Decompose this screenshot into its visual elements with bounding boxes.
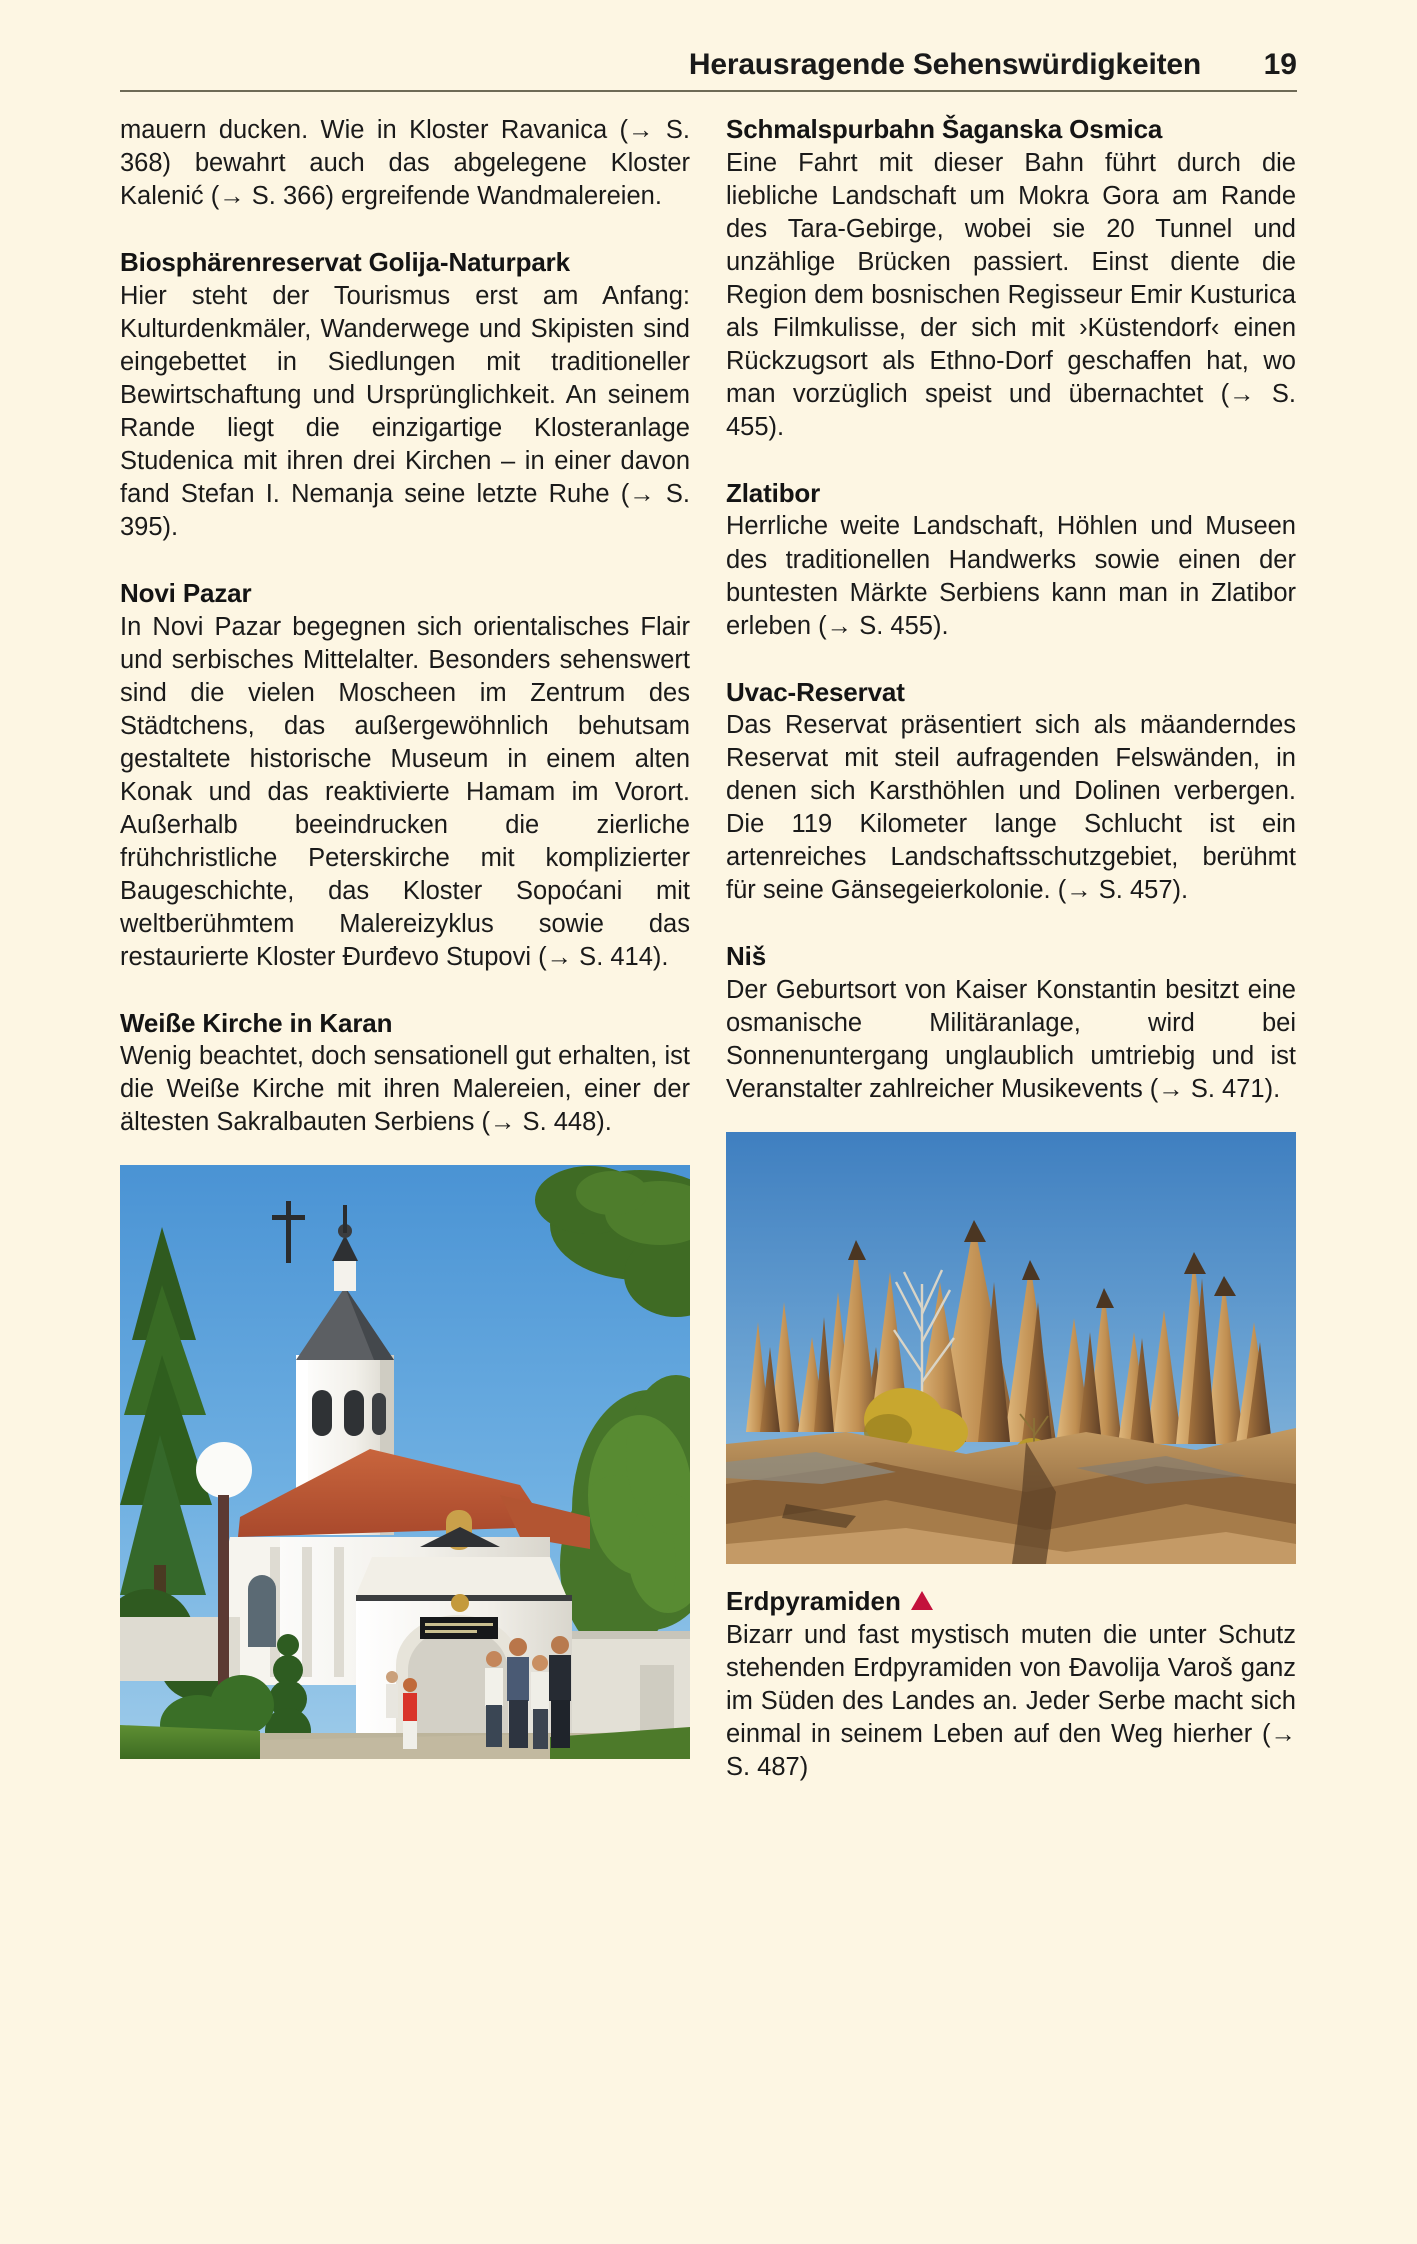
triangle-up-icon bbox=[911, 1591, 933, 1610]
caption-title-text: Erdpyramiden bbox=[726, 1586, 901, 1617]
section-text-schmalspurbahn: Eine Fahrt mit dieser Bahn führt durch die liebliche Landschaft um Mokra Gora am Rande des Tara-Gebirge, wobei sie 20 Tunnel und unzählige Brücken passiert. Einst diente die Region dem bosnischen Regisseur Emir Kusturica als Filmkulisse, der sich mit ›Küstendorf‹ einen Rückzugsort als Ethno-Dorf geschaffen hat, wo man vorzüglich speist und übernachtet (→ S. 455). bbox=[726, 148, 1296, 441]
section-schmalspurbahn bbox=[726, 114, 1296, 444]
section-text-novi-pazar: In Novi Pazar begegnen sich orientalisches Flair und serbisches Mittelalter. Besonders sehenswert sind die vielen Moscheen im Zentrum des Städtchens, das außergewöhnlich behutsam gestaltete historische Museum in einem alten Konak und das reaktivierte Hamam im Vorort. Außerhalb beeindrucken die zierliche frühchristliche Peterskirche mit komplizierter Baugeschichte, das Kloster Sopoćani mit weltberühmtem Malereizyklus sowie das restaurierte Kloster Đurđevo Stupovi (→ S. 414). bbox=[120, 612, 690, 971]
section-text-golija: Hier steht der Tourismus erst am Anfang: Kulturdenkmäler, Wanderwege und Skipisten sind eingebettet in Siedlungen mit traditioneller Bewirtschaftung und Ursprünglichkeit. An seinem Rande liegt die einzigartige Klosteranlage Studenica mit ihren drei Kirchen – in einer davon fand Stefan I. Nemanja seine letzte Ruhe (→ S. 395). bbox=[120, 281, 690, 541]
section-text-weisse-kirche: Wenig beachtet, doch sensationell gut erhalten, ist die Weiße Kirche mit ihren Malereien, einer der ältesten Sakralbauten Serbiens (→ S. 448). bbox=[120, 1042, 690, 1137]
section-title-zlatibor: Zlatibor bbox=[726, 477, 821, 508]
page-title: Herausragende Sehenswürdigkeiten bbox=[688, 48, 1201, 81]
left-column bbox=[120, 114, 690, 1784]
section-title-nis: Niš bbox=[726, 941, 767, 972]
section-text-uvac: Das Reservat präsentiert sich als mäanderndes Reservat mit steil aufragenden Felswänden, in denen sich Karsthöhlen und Dolinen verbergen. Die 119 Kilometer lange Schlucht ist ein artenreiches Landschaftsschutzgebiet, berühmt für seine Gänsegeierkolonie. (→ S. 457). bbox=[726, 711, 1296, 905]
section-text-nis: Der Geburtsort von Kaiser Konstantin besitzt eine osmanische Militäranlage, wird bei Sonnenuntergang unglaublich umtriebig und ist Veranstalter zahlreicher Musikevents (→ S. 471). bbox=[726, 975, 1296, 1104]
photo-caption-text: Bizarr und fast mystisch muten die unter Schutz stehenden Erdpyramiden von Đavolija Varoš ganz im Süden des Landes an. Jeder Serbe macht sich einmal in seinem Leben auf den Weg hierher (→ S. 487) bbox=[726, 1620, 1296, 1781]
header-rule bbox=[120, 90, 1297, 92]
section-uvac bbox=[726, 677, 1296, 908]
white-church-karan-photo bbox=[120, 1165, 690, 1759]
section-title-golija: Biosphärenreservat Golija-Naturpark bbox=[120, 247, 570, 278]
page-number: 19 bbox=[1263, 48, 1297, 81]
section-novi-pazar bbox=[120, 578, 690, 974]
section-golija bbox=[120, 247, 690, 544]
section-title-uvac: Uvac-Reservat bbox=[726, 676, 905, 707]
section-title-weisse-kirche: Weiße Kirche in Karan bbox=[120, 1007, 393, 1038]
right-column bbox=[726, 114, 1296, 1784]
section-text-zlatibor: Herrliche weite Landschaft, Höhlen und Museen des traditionellen Handwerks sowie einen der buntesten Märkte Serbiens kann man in Zlatibor erleben (→ S. 455). bbox=[726, 512, 1296, 640]
section-weisse-kirche bbox=[120, 1008, 690, 1140]
running-head bbox=[120, 0, 1297, 92]
section-title-schmalspurbahn: Schmalspurbahn Šaganska Osmica bbox=[726, 114, 1163, 144]
two-column-body bbox=[120, 92, 1297, 1784]
section-nis bbox=[726, 941, 1296, 1106]
photo-caption-title bbox=[726, 1586, 1296, 1617]
section-title-novi-pazar: Novi Pazar bbox=[120, 577, 252, 608]
continued-paragraph: mauern ducken. Wie in Kloster Ravanica (→ S. 368) bewahrt auch das abgelegene Kloster Kalenić (→ S. 366) ergreifende Wandmalereien. bbox=[120, 116, 690, 211]
erdpyramiden-photo bbox=[726, 1132, 1296, 1564]
section-zlatibor bbox=[726, 478, 1296, 643]
